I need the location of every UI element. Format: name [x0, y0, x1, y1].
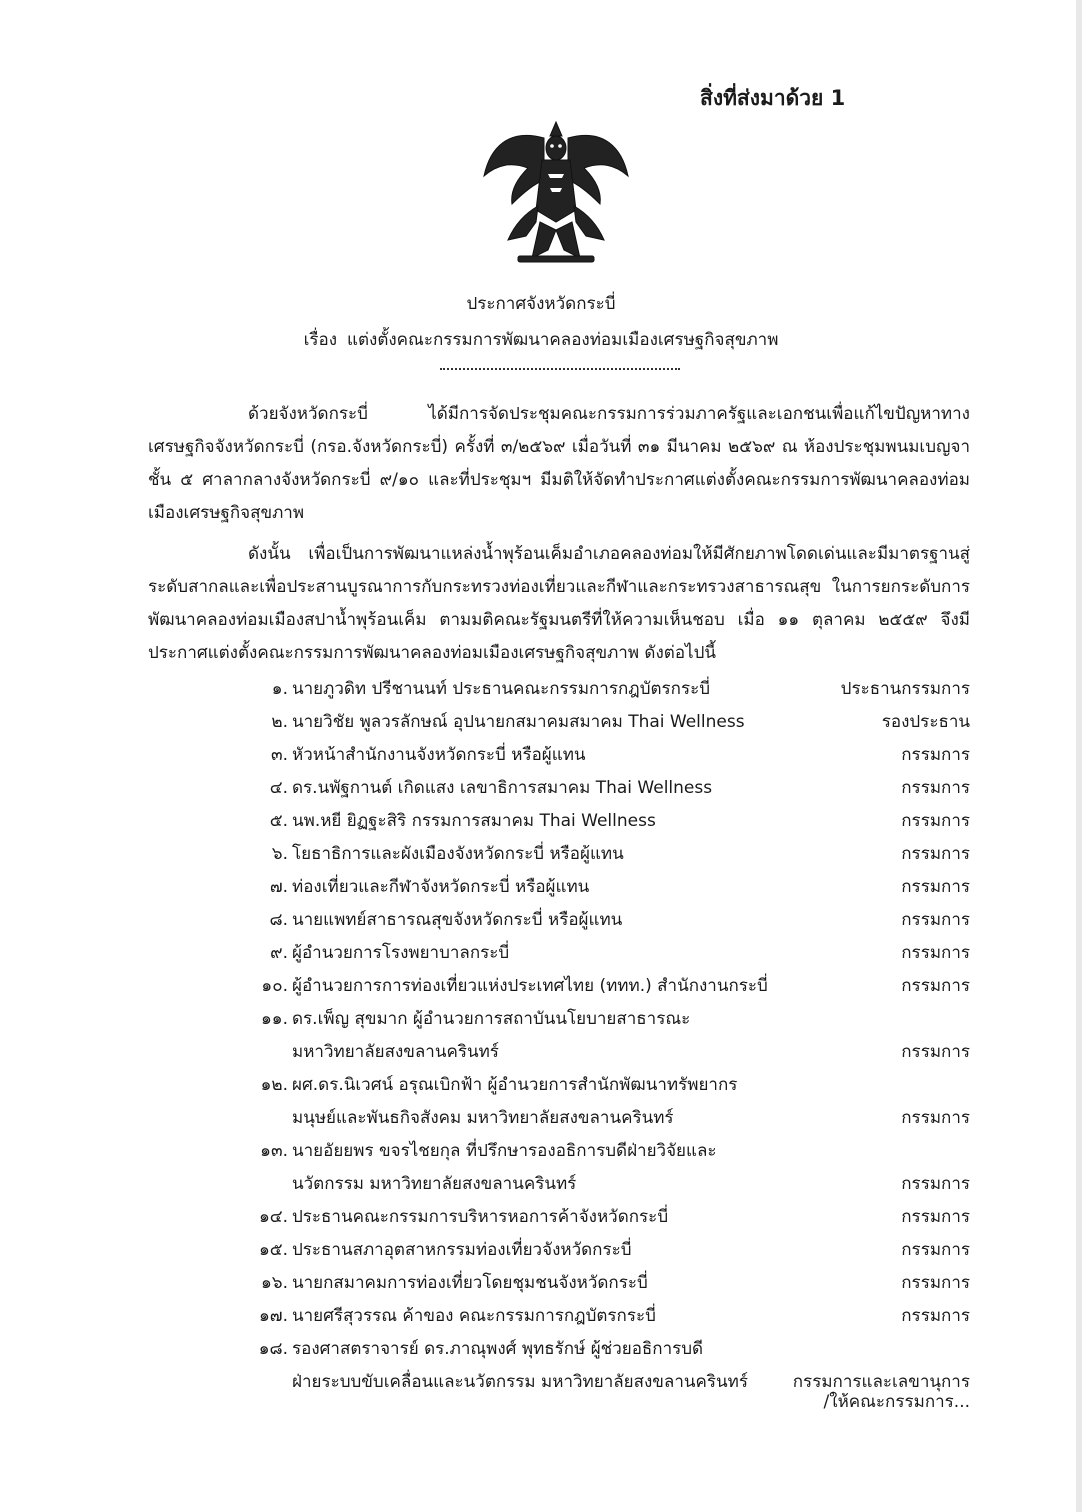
member-role: ประธานกรรมการ: [840, 679, 970, 699]
subject-line: [0, 326, 1082, 353]
member-line-1: ผู้อำนวยการการท่องเที่ยวแห่งประเทศไทย (ททท.) สำนักงานกระบี่: [292, 976, 768, 996]
member-number: ๑๒.: [260, 1075, 288, 1095]
member-role: กรรมการ: [901, 1174, 970, 1194]
attachment-label: สิ่งที่ส่งมาด้วย 1: [700, 86, 846, 110]
member-row: [0, 937, 1082, 970]
member-row: [0, 805, 1082, 838]
member-number: ๑๖.: [261, 1273, 288, 1293]
member-row: [0, 1267, 1082, 1300]
member-line-1: นายแพทย์สาธารณสุขจังหวัดกระบี่ หรือผู้แทน: [292, 910, 623, 930]
member-row: [0, 706, 1082, 739]
member-line-1: ดร.เพ็ญ สุขมาก ผู้อำนวยการสถาบันนโยบายสาธารณะ: [292, 1009, 691, 1029]
member-text: [292, 838, 812, 871]
member-line-1: นายอัยยพร ขจรไชยกุล ที่ปรึกษารองอธิการบดีฝ่ายวิจัยและ: [292, 1141, 717, 1161]
subject-text: แต่งตั้งคณะกรรมการพัฒนาคลองท่อมเมืองเศรษฐกิจสุขภาพ: [347, 330, 779, 350]
subject-label: เรื่อง: [303, 330, 338, 350]
member-line-1: ประธานคณะกรรมการบริหารหอการค้าจังหวัดกระบี่: [292, 1207, 669, 1227]
member-role: กรรมการ: [901, 1207, 970, 1227]
member-role: กรรมการ: [901, 910, 970, 930]
member-line-1: นายศรีสุวรรณ ค้าของ คณะกรรมการกฎบัตรกระบี่: [292, 1306, 656, 1326]
member-number: ๘.: [269, 910, 288, 930]
member-text: [292, 871, 812, 904]
member-row: [0, 871, 1082, 904]
member-number: ๑๕.: [258, 1240, 288, 1260]
member-line-1: โยธาธิการและผังเมืองจังหวัดกระบี่ หรือผู้แทน: [292, 844, 624, 864]
paragraph-2-text: ดังนั้น เพื่อเป็นการพัฒนาแหล่งน้ำพุร้อนเค็มอำเภอคลองท่อมให้มีศักยภาพโดดเด่นและมีมาตรฐานสู่ระดับสากลและเพื่อประสานบูรณาการกับกระทรวงท่องเที่ยวและกีฬาและกระทรวงสาธารณสุข ในการยกระดับการพัฒนาคลองท่อมเมืองสปาน้ำพุร้อนเค็ม ตามมติคณะรัฐมนตรีที่ให้ความเห็นชอบ เมื่อ ๑๑ ตุลาคม ๒๕๕๙ จึงมีประกาศแต่งตั้งคณะกรรมการพัฒนาคลองท่อมเมืองเศรษฐกิจสุขภาพ ดังต่อไปนี้: [148, 544, 970, 663]
member-list: [0, 673, 1082, 1399]
member-number: ๒.: [271, 712, 288, 732]
garuda-emblem: [478, 118, 634, 266]
member-number: ๑๗.: [259, 1306, 288, 1326]
member-text: [292, 1069, 812, 1135]
member-text: [292, 904, 812, 937]
continuation-note: /ให้คณะกรรมการ...: [823, 1392, 970, 1412]
member-line-2: มนุษย์และพันธกิจสังคม มหาวิทยาลัยสงขลานครินทร์: [292, 1108, 674, 1128]
member-number: ๑๐.: [261, 976, 288, 996]
paragraph-1: [148, 398, 970, 530]
member-row: [0, 673, 1082, 706]
member-text: [292, 772, 812, 805]
member-number: ๑๓.: [260, 1141, 288, 1161]
member-role: กรรมการ: [901, 778, 970, 798]
member-row: [0, 772, 1082, 805]
member-line-1: ดร.นพัฐกานต์ เกิดแสง เลขาธิการสมาคม Thai Wellness: [292, 778, 713, 798]
member-line-1: นพ.หยี ยิฏฐะสิริ กรรมการสมาคม Thai Wellness: [292, 811, 656, 831]
member-role: กรรมการและเลขานุการ: [792, 1372, 970, 1392]
member-row: [0, 739, 1082, 772]
member-number: ๓.: [270, 745, 288, 765]
member-line-1: ผศ.ดร.นิเวศน์ อรุณเบิกฟ้า ผู้อำนวยการสำนักพัฒนาทรัพยากร: [292, 1075, 738, 1095]
member-row: [0, 1201, 1082, 1234]
member-number: ๑๑.: [261, 1009, 288, 1029]
member-row: [0, 1135, 1082, 1201]
member-number: ๔.: [269, 778, 288, 798]
member-role: รองประธาน: [881, 712, 970, 732]
member-line-1: หัวหน้าสำนักงานจังหวัดกระบี่ หรือผู้แทน: [292, 745, 586, 765]
announcement-title: ประกาศจังหวัดกระบี่: [466, 294, 616, 314]
member-text: [292, 970, 812, 1003]
member-role: กรรมการ: [901, 811, 970, 831]
dotted-divider: [440, 368, 680, 370]
member-text: [292, 805, 812, 838]
member-role: กรรมการ: [901, 1108, 970, 1128]
member-role: กรรมการ: [901, 745, 970, 765]
member-row: [0, 1300, 1082, 1333]
member-line-2: มหาวิทยาลัยสงขลานครินทร์: [292, 1042, 499, 1062]
member-text: [292, 1135, 812, 1201]
member-number: ๗.: [269, 877, 288, 897]
member-row: [0, 1069, 1082, 1135]
member-number: ๕.: [269, 811, 288, 831]
member-row: [0, 1003, 1082, 1069]
member-text: [292, 673, 812, 706]
member-text: [292, 1267, 812, 1300]
member-number: ๑.: [271, 679, 288, 699]
member-line-1: นายกสมาคมการท่องเที่ยวโดยชุมชนจังหวัดกระบี่: [292, 1273, 648, 1293]
member-text: [292, 1201, 812, 1234]
member-number: ๑๔.: [258, 1207, 288, 1227]
member-role: กรรมการ: [901, 976, 970, 996]
member-number: ๙.: [270, 943, 288, 963]
member-text: [292, 1333, 812, 1399]
member-row: [0, 904, 1082, 937]
member-text: [292, 937, 812, 970]
member-text: [292, 1234, 812, 1267]
member-role: กรรมการ: [901, 943, 970, 963]
member-line-1: ท่องเที่ยวและกีฬาจังหวัดกระบี่ หรือผู้แทน: [292, 877, 590, 897]
member-line-2: นวัตกรรม มหาวิทยาลัยสงขลานครินทร์: [292, 1174, 577, 1194]
member-role: กรรมการ: [901, 1042, 970, 1062]
member-text: [292, 739, 812, 772]
member-line-1: รองศาสตราจารย์ ดร.ภาณุพงศ์ พุทธรักษ์ ผู้ช่วยอธิการบดี: [292, 1339, 704, 1359]
paragraph-2: [148, 538, 970, 670]
member-number: ๑๘.: [258, 1339, 288, 1359]
member-role: กรรมการ: [901, 1273, 970, 1293]
member-role: กรรมการ: [901, 1240, 970, 1260]
member-line-1: ผู้อำนวยการโรงพยาบาลกระบี่: [292, 943, 510, 963]
member-role: กรรมการ: [901, 844, 970, 864]
member-text: [292, 1003, 812, 1069]
member-line-2: ฝ่ายระบบขับเคลื่อนและนวัตกรรม มหาวิทยาลัยสงขลานครินทร์: [292, 1372, 748, 1392]
member-line-1: ประธานสภาอุตสาหกรรมท่องเที่ยวจังหวัดกระบี่: [292, 1240, 632, 1260]
member-row: [0, 1234, 1082, 1267]
member-text: [292, 706, 812, 739]
member-text: [292, 1300, 812, 1333]
member-number: ๖.: [271, 844, 288, 864]
member-role: กรรมการ: [901, 877, 970, 897]
member-line-1: นายภูวดิท ปรีชานนท์ ประธานคณะกรรมการกฎบัตรกระบี่: [292, 679, 711, 699]
member-role: กรรมการ: [901, 1306, 970, 1326]
member-row: [0, 838, 1082, 871]
paragraph-1-text: ด้วยจังหวัดกระบี่ ได้มีการจัดประชุมคณะกรรมการร่วมภาครัฐและเอกชนเพื่อแก้ไขปัญหาทางเศรษฐกิจจังหวัดกระบี่ (กรอ.จังหวัดกระบี่) ครั้งที่ ๓/๒๕๖๙ เมื่อวันที่ ๓๑ มีนาคม ๒๕๖๙ ณ ห้องประชุมพนมเบญจา ชั้น ๕ ศาลากลางจังหวัดกระบี่ ๙/๑๐ และที่ประชุมฯ มีมติให้จัดทำประกาศแต่งตั้งคณะกรรมการพัฒนาคลองท่อมเมืองเศรษฐกิจสุขภาพ: [148, 404, 970, 523]
member-row: [0, 970, 1082, 1003]
member-line-1: นายวิชัย พูลวรลักษณ์ อุปนายกสมาคมสมาคม Thai Wellness: [292, 712, 745, 732]
